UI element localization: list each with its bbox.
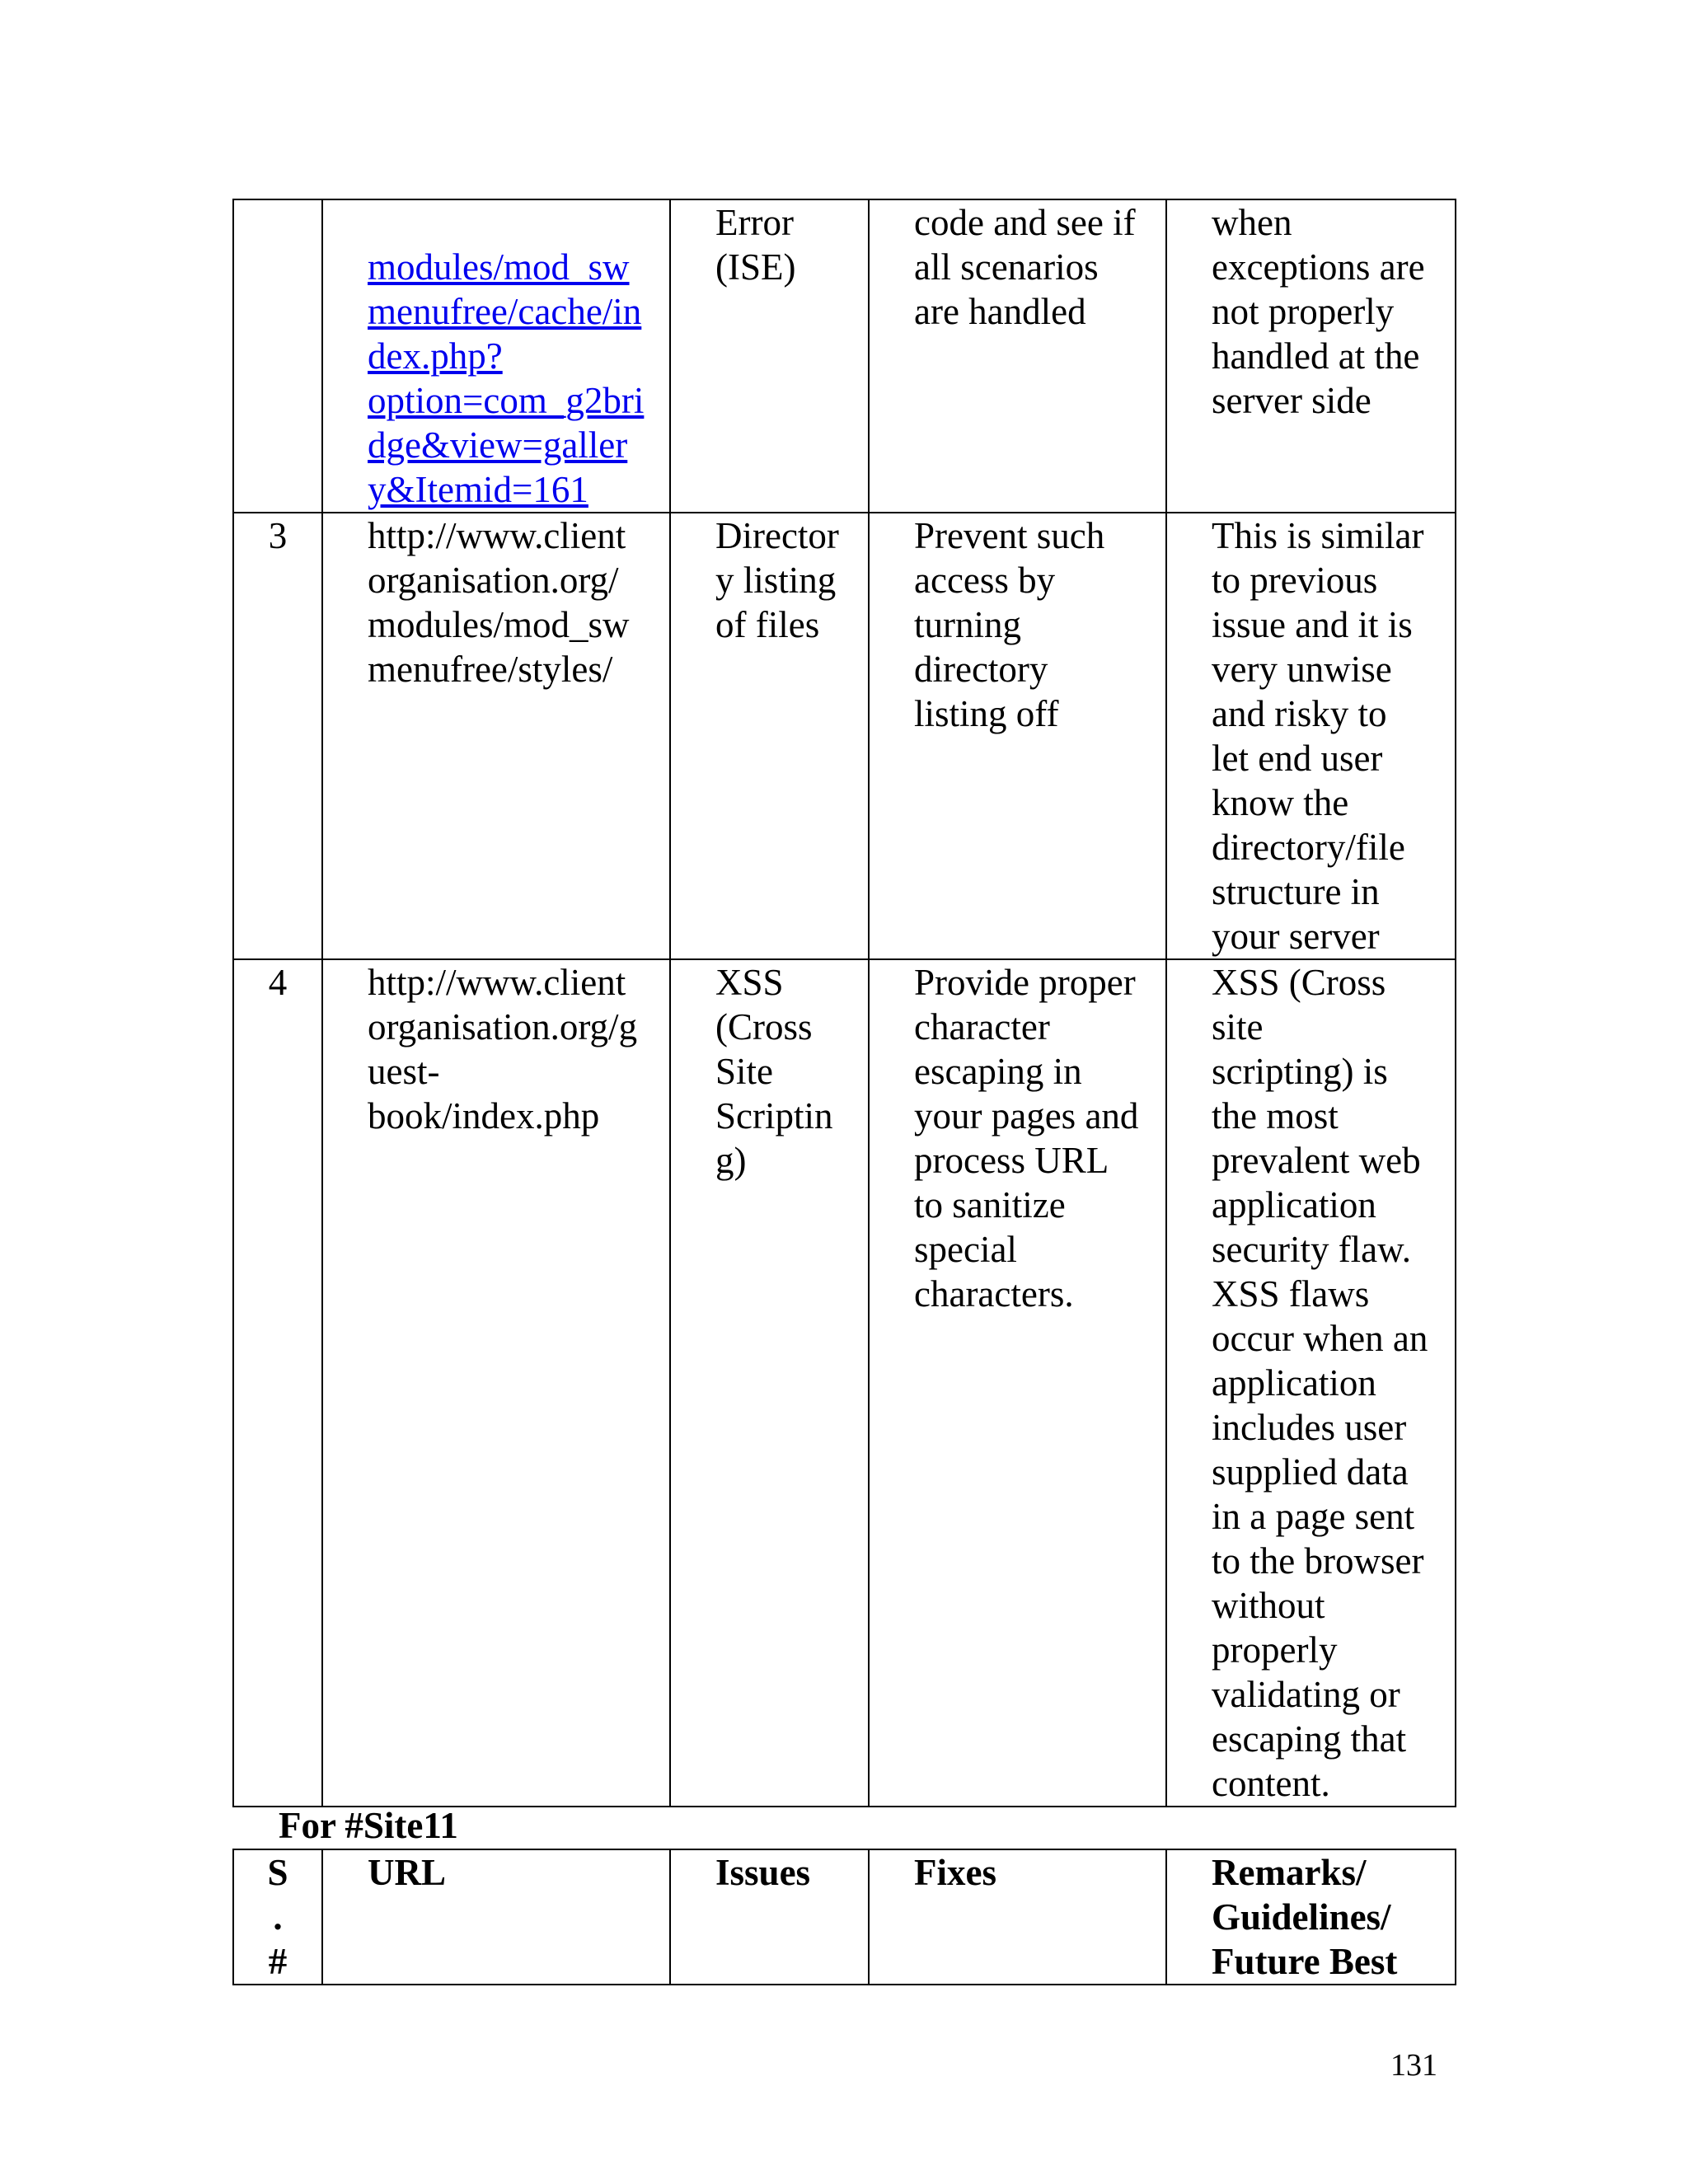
row-number-cell: 3 [233,513,322,959]
url-cell [322,199,670,513]
page-number: 131 [1390,2048,1437,2083]
url-link[interactable]: modules/mod_sw menufree/cache/in dex.php? option=com_g2bri dge&view=galler y&Itemid=161 [368,246,645,510]
issue-cell: Director y listing of files [670,513,869,959]
header-fixes: Fixes [869,1849,1166,1985]
remark-cell: This is similar to previous issue and it is very unwise and risky to let end user know the directory/file structure in your server [1166,513,1456,959]
table-row [233,513,1456,959]
issue-cell: Error (ISE) [670,199,869,513]
remark-cell: XSS (Cross site scripting) is the most prevalent web application security flaw. XSS flaws occur when an application includes user supplied data in a page sent to the browser without properly validating or escaping that content. [1166,959,1456,1807]
issue-cell: XSS (Cross Site Scriptin g) [670,959,869,1807]
url-cell: http://www.client organisation.org/g uest- book/index.php [322,959,670,1807]
row-number-cell [233,199,322,513]
table-header-row [233,1849,1456,1985]
remark-cell: when exceptions are not properly handled at the server side [1166,199,1456,513]
section-heading: For #Site11 [279,1805,458,1846]
header-url: URL [322,1849,670,1985]
header-serial-number: S . # [233,1849,322,1985]
header-issues: Issues [670,1849,869,1985]
table-row [233,199,1456,513]
fix-cell: code and see if all scenarios are handled [869,199,1166,513]
url-cell: http://www.client organisation.org/ modules/mod_sw menufree/styles/ [322,513,670,959]
table-row [233,959,1456,1807]
findings-table [232,199,1456,1807]
row-number-cell: 4 [233,959,322,1807]
fix-cell: Prevent such access by turning directory listing off [869,513,1166,959]
site11-table [232,1849,1456,1985]
header-remarks: Remarks/ Guidelines/ Future Best [1166,1849,1456,1985]
fix-cell: Provide proper character escaping in your pages and process URL to sanitize special characters. [869,959,1166,1807]
